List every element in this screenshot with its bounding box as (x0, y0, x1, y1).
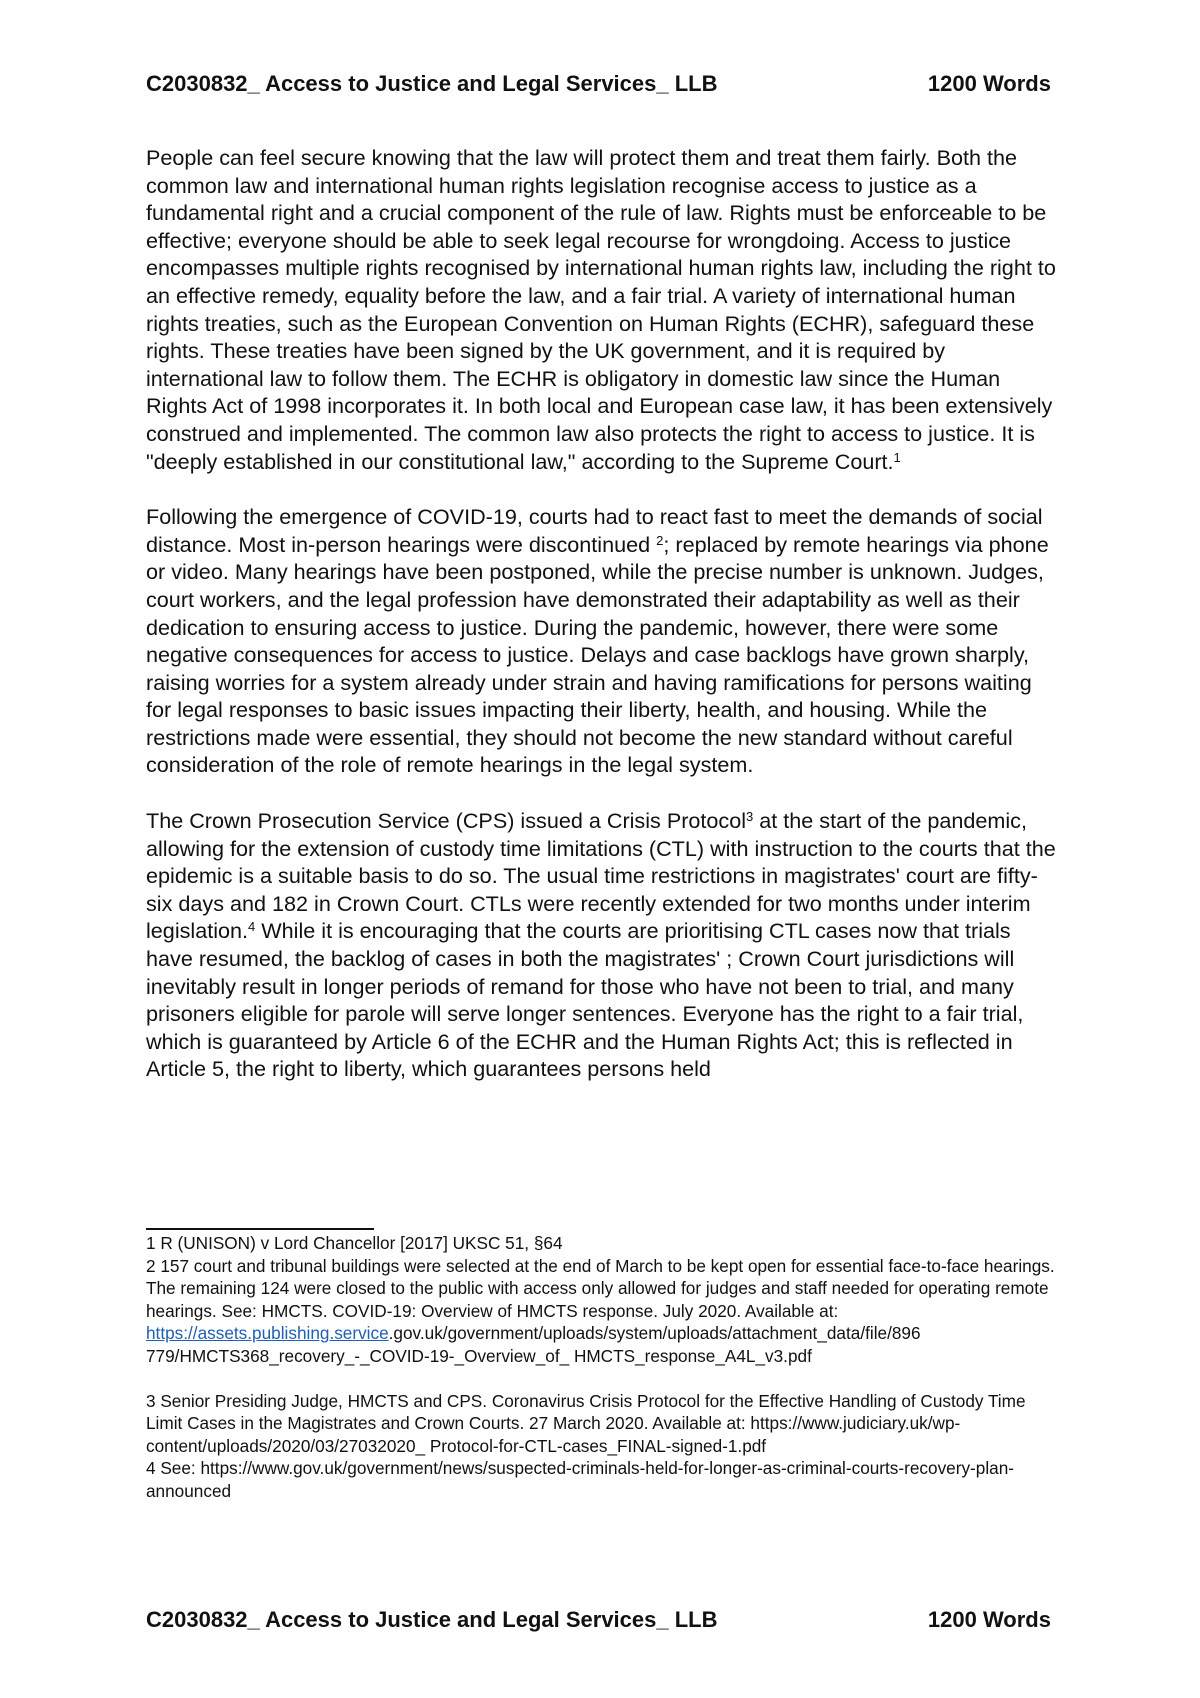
footnote-4: 4 See: https://www.gov.uk/government/news/suspected-criminals-held-for-longer-as-criminal-courts-recovery-plan-announced (146, 1458, 1014, 1501)
footnote-2-url-continued: 779/HMCTS368_recovery_-_COVID-19-_Overview_of_ HMCTS_response_A4L_v3.pdf (146, 1345, 812, 1366)
footnote-3: 3 Senior Presiding Judge, HMCTS and CPS. Coronavirus Crisis Protocol for the Effective Handling of Custody Time Limit Cases in the Magistrates and Crown Courts. 27 March 2020. Available at: https://www.judiciary.uk/wp-content/uploads/2020/03/27032020_ Protocol-for-CTL-cases_FINAL-signed-1.pdf (146, 1390, 1026, 1456)
footnote-ref-1[interactable]: 1 (893, 449, 901, 465)
header-title: C2030832_ Access to Justice and Legal Services_ LLB (146, 71, 718, 96)
paragraph-2: Following the emergence of COVID-19, courts had to react fast to meet the demands of social distance. Most in-person hearings were discontinued $^2$; replaced by remote hearings via phone or video. Many hearings have been postponed, while the precise number is unknown. Judges, court workers, and the legal profession have demonstrated their adaptability as well as their dedication to ensuring access to justice. During the pandemic, however, there were some negative consequences for access to justice. Delays and case backlogs have grown sharply, raising worries for a system already under strain and having ramifications for persons waiting for legal responses to basic issues impacting their liberty, health, and housing. While the restrictions made were essential, they should not become the new standard without careful consideration of the role of remote hearings in the legal system. (146, 504, 1049, 778)
footnote-ref-2[interactable]: 2 (656, 532, 664, 548)
footnote-2-link[interactable]: https://assets.publishing.service (146, 1323, 389, 1344)
footnote-ref-3[interactable]: 3 (746, 809, 754, 825)
paragraph-1: People can feel secure knowing that the law will protect them and treat them fairly. Both the common law and international human rights legislation recognise access to justice as a fundamental right and a crucial component of the rule of law. Rights must be enforceable to be effective; everyone should be able to seek legal recourse for wrongdoing. Access to justice encompasses multiple rights recognised by international human rights law, including the right to an effective remedy, equality before the law, and a fair trial. A variety of international human rights treaties, such as the European Convention on Human Rights (ECHR), safeguard these rights. These treaties have been signed by the UK government, and it is required by international law to follow them. The ECHR is obligatory in domestic law since the Human Rights Act of 1998 incorporates it. In both local and European case law, it has been extensively construed and implemented. The common law also protects the right to access to justice. It is "deeply established in our constitutional law," according to the Supreme Court.$^1$ (146, 145, 1056, 474)
page-header (146, 70, 1051, 98)
footer-title: C2030832_ Access to Justice and Legal Services_ LLB (146, 1607, 718, 1632)
footnote-separator (146, 1228, 374, 1230)
page-footer (146, 1606, 1051, 1634)
footnote-2: 2 157 court and tribunal buildings were selected at the end of March to be kept open for essential face-to-face hearings. The remaining 124 were closed to the public with access only allowed for judges and staff needed for operating remote hearings. See: HMCTS. COVID-19: Overview of HMCTS response. July 2020. Available at: https://assets.publishing.service.gov.uk/government/uploads/system/uploads/attachment_data/file/896 779/HMCTS368_recovery_-_COVID-19-_Overview_of_ HMCTS_response_A4L_v3.pdf (146, 1255, 1055, 1366)
paragraph-3: The Crown Prosecution Service (CPS) issued a Crisis Protocol$^3$ at the start of the pandemic, allowing for the extension of custody time limitations (CTL) with instruction to the courts that the epidemic is a suitable basis to do so. The usual time restrictions in magistrates' court are fifty-six days and 182 in Crown Court. CTLs were recently extended for two months under interim legislation.$^4$ While it is encouraging that the courts are prioritising CTL cases now that trials have resumed, the backlog of cases in both the magistrates' ; Crown Court jurisdictions will inevitably result in longer periods of remand for those who have not been to trial, and many prisoners eligible for parole will serve longer sentences. Everyone has the right to a fair trial, which is guaranteed by Article 6 of the ECHR and the Human Rights Act; this is reflected in Article 5, the right to liberty, which guarantees persons held (146, 808, 1056, 1082)
footnote-ref-4[interactable]: 4 (248, 919, 256, 935)
footnote-1: 1 R (UNISON) v Lord Chancellor [2017] UKSC 51, §64 (146, 1233, 563, 1253)
footnotes (146, 1232, 1062, 1503)
footer-word-count: 1200 Words (927, 1607, 1051, 1632)
essay-body (146, 144, 1062, 1083)
header-word-count: 1200 Words (927, 71, 1051, 96)
